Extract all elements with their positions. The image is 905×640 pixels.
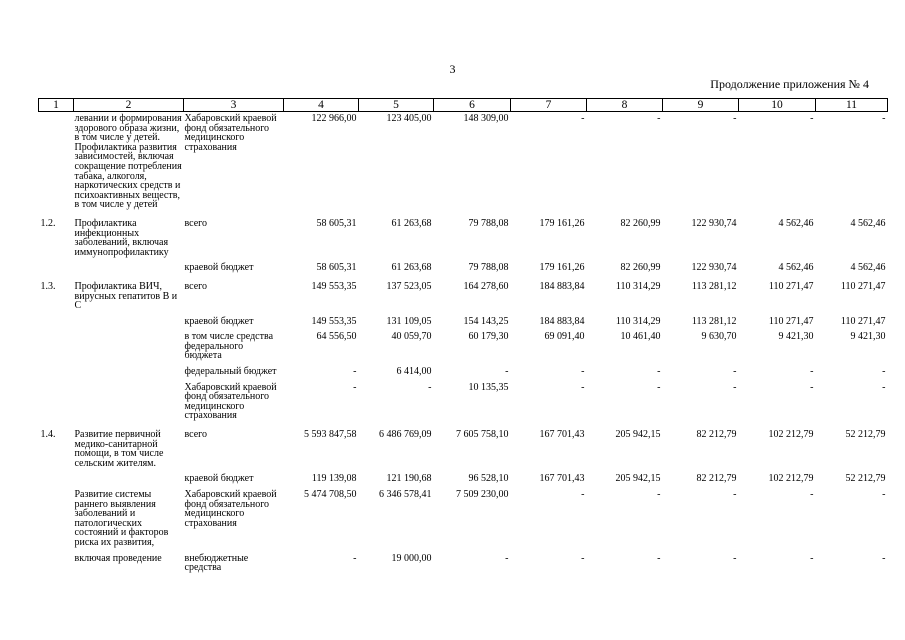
row-code-cell: 1.2. — [40, 217, 56, 229]
row-code-cell — [39, 326, 74, 361]
value-cell: 110 314,29 — [615, 280, 661, 292]
row-source-cell: Хабаровский краевой фонд обязательного медицинского страхования — [184, 113, 277, 153]
value-cell: 79 788,08 — [468, 262, 509, 274]
value-cell: 82 260,99 — [620, 262, 661, 274]
value-cell: 69 091,40 — [544, 331, 585, 343]
column-header: 1 — [39, 99, 74, 112]
value-cell: - — [353, 366, 357, 378]
row-code-cell: 1.4. — [40, 429, 56, 441]
row-source-cell: внебюджетные средства — [184, 552, 249, 574]
page-number: 3 — [449, 62, 456, 76]
value-cell: 179 161,26 — [539, 262, 585, 274]
value-cell: - — [581, 381, 585, 393]
value-cell: - — [810, 489, 814, 500]
table-row — [39, 468, 888, 484]
value-cell: 113 281,12 — [691, 315, 737, 327]
value-cell: 61 263,68 — [391, 217, 432, 229]
table-row — [39, 326, 888, 361]
value-cell: 58 605,31 — [316, 262, 357, 274]
row-code-cell — [39, 484, 74, 548]
table-row — [39, 257, 888, 273]
value-cell: 4 562,46 — [850, 262, 886, 274]
value-cell: 61 263,68 — [391, 262, 432, 274]
column-header: 6 — [434, 99, 511, 112]
row-name-cell: Профилактика ВИЧ, вирусных гепатитов В и С — [74, 280, 178, 312]
value-cell: 60 179,30 — [468, 331, 509, 343]
value-cell: 205 942,15 — [615, 473, 661, 485]
column-header: 4 — [284, 99, 359, 112]
table-row — [39, 361, 888, 377]
value-cell: 110 271,47 — [840, 280, 886, 292]
value-cell: 149 553,35 — [311, 315, 357, 327]
value-cell: 149 553,35 — [311, 280, 357, 292]
value-cell: - — [657, 489, 661, 500]
value-cell: 137 523,05 — [386, 280, 432, 292]
row-code-cell — [39, 311, 74, 327]
value-cell: 102 212,79 — [768, 429, 814, 441]
value-cell: 167 701,43 — [539, 473, 585, 485]
table-row — [39, 210, 888, 257]
value-cell: 82 212,79 — [696, 429, 737, 441]
value-cell: 131 109,05 — [386, 315, 432, 327]
value-cell: 102 212,79 — [768, 473, 814, 485]
value-cell: 52 212,79 — [845, 429, 886, 441]
row-source-cell: Хабаровский краевой фонд обязательного медицинского страхования — [184, 489, 277, 529]
value-cell: 96 528,10 — [468, 473, 509, 485]
value-cell: 154 143,25 — [463, 315, 509, 327]
table-row — [39, 112, 888, 210]
table-header-row — [39, 99, 888, 112]
value-cell: 5 593 847,58 — [304, 429, 357, 441]
value-cell: 9 630,70 — [701, 331, 737, 343]
value-cell: 164 278,60 — [463, 280, 509, 292]
row-source-cell: в том числе средства федерального бюджета — [184, 331, 274, 362]
value-cell: - — [733, 113, 737, 124]
table-row — [39, 377, 888, 421]
row-name-cell: Профилактика инфекционных заболеваний, включая иммунопрофилактику — [74, 217, 169, 258]
value-cell: 10 135,35 — [468, 381, 509, 393]
row-name-cell: Развитие первичной медико-санитарной помощи, в том числе сельским жителям. — [74, 429, 164, 469]
value-cell: - — [657, 113, 661, 124]
row-code-cell — [39, 377, 74, 421]
value-cell: 7 509 230,00 — [456, 489, 509, 500]
value-cell: 5 474 708,50 — [304, 489, 357, 500]
row-name-cell — [74, 326, 184, 361]
value-cell: 184 883,84 — [539, 280, 585, 292]
value-cell: 6 346 578,41 — [379, 489, 432, 500]
value-cell: - — [733, 552, 737, 564]
row-source-cell: всего — [184, 217, 208, 229]
value-cell: 113 281,12 — [691, 280, 737, 292]
column-header: 3 — [184, 99, 284, 112]
value-cell: 184 883,84 — [539, 315, 585, 327]
value-cell: - — [581, 552, 585, 564]
value-cell: 110 271,47 — [768, 315, 814, 327]
value-cell: - — [505, 552, 509, 564]
value-cell: - — [428, 381, 432, 393]
value-cell: 82 260,99 — [620, 217, 661, 229]
value-cell: 4 562,46 — [778, 217, 814, 229]
value-cell: 9 421,30 — [778, 331, 814, 343]
value-cell: - — [882, 489, 886, 500]
row-name-cell: Развитие системы раннего выявления заболеваний и патологических состояний и факторов риска их развития, — [74, 489, 169, 548]
row-name-cell — [74, 377, 184, 421]
value-cell: 10 461,40 — [620, 331, 661, 343]
value-cell: - — [353, 381, 357, 393]
value-cell: - — [882, 366, 886, 378]
table-row — [39, 484, 888, 548]
row-code-cell — [39, 468, 74, 484]
value-cell: 110 271,47 — [840, 315, 886, 327]
column-header: 8 — [587, 99, 663, 112]
column-header: 5 — [359, 99, 434, 112]
column-header: 11 — [816, 99, 888, 112]
value-cell: 123 405,00 — [386, 113, 432, 124]
value-cell: 110 314,29 — [615, 315, 661, 327]
value-cell: 52 212,79 — [845, 473, 886, 485]
table-row — [39, 548, 888, 577]
row-code-cell — [39, 112, 74, 210]
row-code-cell — [39, 361, 74, 377]
value-cell: - — [581, 366, 585, 378]
row-source-cell: краевой бюджет — [184, 262, 254, 274]
value-cell: 79 788,08 — [468, 217, 509, 229]
value-cell: 6 414,00 — [396, 366, 432, 378]
row-code-cell — [39, 548, 74, 577]
row-code-cell — [39, 257, 74, 273]
table-row — [39, 421, 888, 468]
value-cell: - — [882, 113, 886, 124]
row-source-cell: Хабаровский краевой фонд обязательного медицинского страхования — [184, 381, 277, 422]
row-source-cell: краевой бюджет — [184, 473, 254, 485]
row-source-cell: всего — [184, 280, 208, 292]
value-cell: 6 486 769,09 — [379, 429, 432, 441]
value-cell: 122 930,74 — [691, 217, 737, 229]
value-cell: 4 562,46 — [850, 217, 886, 229]
value-cell: 7 605 758,10 — [456, 429, 509, 441]
value-cell: - — [505, 366, 509, 378]
value-cell: 119 139,08 — [311, 473, 357, 485]
value-cell: - — [733, 489, 737, 500]
column-header: 2 — [74, 99, 184, 112]
column-header: 7 — [511, 99, 587, 112]
value-cell: 110 271,47 — [768, 280, 814, 292]
value-cell: 122 930,74 — [691, 262, 737, 274]
value-cell: 58 605,31 — [316, 217, 357, 229]
value-cell: - — [810, 381, 814, 393]
value-cell: 122 966,00 — [311, 113, 357, 124]
value-cell: 167 701,43 — [539, 429, 585, 441]
row-name-cell — [74, 361, 184, 377]
value-cell: 40 059,70 — [391, 331, 432, 343]
value-cell: 205 942,15 — [615, 429, 661, 441]
row-source-cell: краевой бюджет — [184, 315, 254, 327]
value-cell: 9 421,30 — [850, 331, 886, 343]
value-cell: - — [810, 113, 814, 124]
value-cell: - — [733, 366, 737, 378]
value-cell: - — [657, 366, 661, 378]
row-code-cell: 1.3. — [40, 280, 56, 292]
row-name-cell — [74, 311, 184, 327]
value-cell: 148 309,00 — [463, 113, 509, 124]
value-cell: - — [581, 489, 585, 500]
value-cell: - — [810, 552, 814, 564]
value-cell: 19 000,00 — [391, 552, 432, 564]
value-cell: - — [353, 552, 357, 564]
value-cell: 4 562,46 — [778, 262, 814, 274]
budget-table — [38, 98, 888, 577]
column-header: 9 — [663, 99, 739, 112]
appendix-continuation-label: Продолжение приложения № 4 — [710, 77, 869, 91]
value-cell: 64 556,50 — [316, 331, 357, 343]
row-name-cell: левании и формирования здорового образа жизни, в том числе у детей. Профилактика развития зависимостей, включая сокращение потребления табака, алкоголя, наркотических средств и психоактивных веществ, в том числе у детей — [74, 113, 182, 211]
value-cell: - — [581, 113, 585, 124]
value-cell: 82 212,79 — [696, 473, 737, 485]
table-row — [39, 311, 888, 327]
value-cell: - — [733, 381, 737, 393]
row-source-cell: федеральный бюджет — [184, 366, 277, 378]
value-cell: - — [882, 381, 886, 393]
value-cell: - — [810, 366, 814, 378]
row-source-cell: всего — [184, 429, 208, 441]
table-row — [39, 273, 888, 311]
value-cell: - — [882, 552, 886, 564]
row-name-cell: включая проведение — [74, 552, 162, 564]
row-name-cell — [74, 257, 184, 273]
column-header: 10 — [739, 99, 816, 112]
value-cell: - — [657, 381, 661, 393]
value-cell: 179 161,26 — [539, 217, 585, 229]
value-cell: - — [657, 552, 661, 564]
row-name-cell — [74, 468, 184, 484]
value-cell: 121 190,68 — [386, 473, 432, 485]
